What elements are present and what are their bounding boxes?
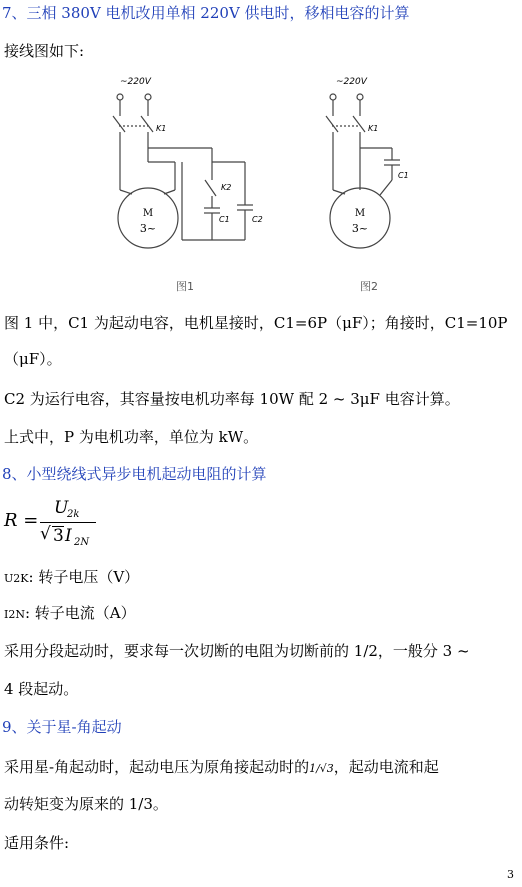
i2n-label: I2N <box>4 608 25 621</box>
para5-part-a: 采用星-角起动时，起动电压为原角接起动时的 <box>4 758 310 776</box>
formula-denominator-sub: 2N <box>74 537 90 548</box>
u2k-definition <box>4 566 139 587</box>
para5-line2: 动转矩变为原来的 1/3。 <box>4 795 168 813</box>
fig2-k1-label: K1 <box>368 124 379 133</box>
para4-line2: 4 段起动。 <box>4 680 79 698</box>
fig1-k2-label: K2 <box>221 183 232 192</box>
i2n-text: : 转子电流（A） <box>24 604 136 622</box>
u2k-text: : 转子电压（V） <box>28 568 140 586</box>
wiring-intro: 接线图如下: <box>4 42 85 60</box>
fig1-voltage: ~220V <box>120 77 151 87</box>
formula-denominator: I <box>65 526 72 546</box>
i2n-definition <box>4 602 136 623</box>
para1-line2: （μF）。 <box>4 350 62 368</box>
formula-numerator-sub: 2k <box>67 509 80 520</box>
u2k-label: U2K <box>4 572 29 585</box>
formula-numerator: U <box>54 498 69 518</box>
fig1-c2-label: C2 <box>252 215 263 224</box>
heading-8: 8、小型绕线式异步电机起动电阻的计算 <box>2 465 267 483</box>
fig1-c1-label: C1 <box>219 215 230 224</box>
fig2-caption: 图2 <box>360 280 378 293</box>
para4-line1: 采用分段起动时，要求每一次切断的电阻为切断前的 1/2，一般分 3 ~ <box>4 642 470 660</box>
para5-part-b: ，起动电流和起 <box>333 758 439 776</box>
heading-7: 7、三相 380V 电机改用单相 220V 供电时，移相电容的计算 <box>2 4 410 22</box>
fig2-voltage: ~220V <box>336 77 367 87</box>
wiring-diagrams <box>0 0 522 300</box>
formula-lhs: R = <box>4 510 39 531</box>
para5-inline-math: 1/√3 <box>309 762 334 775</box>
fig2-c1-label: C1 <box>398 171 409 180</box>
fig2-motor-phase: 3~ <box>351 222 369 235</box>
page-number: 3 <box>507 868 514 881</box>
para6: 适用条件: <box>4 834 70 852</box>
fig1-motor-m: M <box>142 208 154 219</box>
para1-line1: 图 1 中，C1 为起动电容，电机星接时，C1=6P（μF）；角接时，C1=10P <box>4 314 508 332</box>
para3: 上式中，P 为电机功率，单位为 kW。 <box>4 428 259 446</box>
sqrt-symbol: √ <box>40 524 51 544</box>
heading-9: 9、关于星-角起动 <box>2 718 122 736</box>
formula-denominator-root: 3 <box>53 526 64 546</box>
fig1-k1-label: K1 <box>156 124 167 133</box>
para5-line1 <box>4 756 439 777</box>
para2: C2 为运行电容，其容量按电机功率每 10W 配 2 ~ 3μF 电容计算。 <box>4 390 460 408</box>
fig1-caption: 图1 <box>176 280 194 293</box>
fig1-motor-phase: 3~ <box>139 222 157 235</box>
resistance-formula <box>4 498 124 554</box>
fraction-bar <box>40 522 96 523</box>
fig2-motor-m: M <box>354 208 366 219</box>
